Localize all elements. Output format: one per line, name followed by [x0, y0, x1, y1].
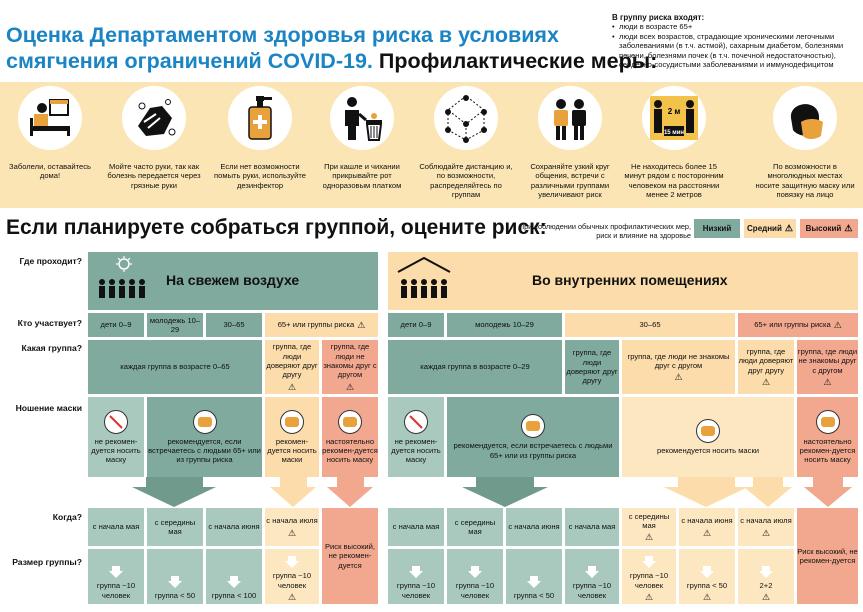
distance-time-icon	[646, 92, 702, 144]
mask-icon	[696, 419, 720, 443]
measure-sick-home: Заболели, оставайтесь дома!	[0, 86, 100, 181]
measure-cough: При кашле и чихании прикрывайте рот одноразовым платком	[312, 86, 412, 190]
measure-small-circle: Сохраняйте узкий круг общения, встречи с различными группами увеличивают риск	[520, 86, 620, 199]
outdoor-size-3: группа < 100	[206, 549, 262, 604]
outdoor-mask-recommended: рекомен-дуется носить маски	[265, 397, 319, 477]
row-label-size: Размер группы?	[12, 557, 82, 567]
indoor-title: Во внутренних помещениях	[532, 272, 728, 288]
outdoor-when-1: с начала мая	[88, 508, 144, 546]
measure-mask: По возможности в многолюдных местах носите защитную маску или повязку на лицо	[755, 86, 855, 199]
indoor-when-4: с начала мая	[565, 508, 619, 546]
face-mask-icon	[779, 92, 831, 144]
indoor-who-risk: 65+ или группы риска ⚠	[738, 313, 858, 337]
warning-icon: ⚠	[674, 372, 683, 383]
warning-icon: ⚠	[702, 527, 712, 538]
indoor-size-5: группа ~10 человек ⚠	[622, 549, 676, 604]
indoor-group-trusted-young: группа, где люди доверяют друг другу	[565, 340, 619, 394]
row-label-when: Когда?	[52, 512, 82, 522]
outdoor-when-3: с начала июня	[206, 508, 262, 546]
warning-icon: ⚠	[833, 319, 842, 330]
warning-icon: ⚠	[345, 381, 355, 392]
indoor-size-2: группа ~10 человек	[447, 549, 503, 604]
indoor-who-youth: молодежь 10–29	[447, 313, 562, 337]
mask-icon	[816, 410, 840, 434]
warning-icon: ⚠	[844, 223, 853, 233]
arrow-down-icon	[527, 576, 541, 588]
outdoor-who-youth: молодежь 10–29	[147, 313, 203, 337]
indoor-mask-strongly: настоятельно рекомен-дуется носить маску	[797, 397, 858, 477]
measure-distance-time: 2 м 15 мин Не находитесь более 15 минут рядом с посторонним человеком на расстоянии менее 2 метров	[624, 86, 724, 199]
outdoor-when-2: с середины мая	[147, 508, 203, 546]
outdoor-who-adults: 30–65	[206, 313, 262, 337]
indoor-when-6: с начала июня ⚠	[679, 508, 735, 546]
outdoor-size-2: группа < 50	[147, 549, 203, 604]
distance-network-icon	[438, 90, 494, 146]
indoor-who-kids: дети 0–9	[388, 313, 444, 337]
small-circle-icon	[544, 92, 596, 144]
arrow-down-icon	[759, 566, 773, 578]
page-title: Оценка Департаментом здоровья риска в условиях смягчения ограничений COVID-19. Профилактические меры:	[6, 23, 658, 73]
outdoor-who-risk: 65+ или группы риска ⚠	[265, 313, 378, 337]
indoor-when-2: с середины мая	[447, 508, 503, 546]
risk-group-list: • люди в возрасте 65+ • люди всех возрастов, страдающие хроническими легочными заболеваниями (в т.ч. астмой), сахарным диабетом, болезнями печени, болезнями почек (в т.ч. почечной недостаточностью), сердечно-сосудистыми заболеваниями и иммунодефицитом	[612, 22, 862, 70]
warning-icon: ⚠	[357, 319, 366, 330]
legend-medium: Средний ⚠	[744, 219, 796, 238]
arrow-down-icon	[109, 566, 123, 578]
risk-group-title: В группу риска входят:	[612, 13, 705, 22]
warning-icon: ⚠	[823, 376, 832, 387]
warning-icon: ⚠	[702, 592, 712, 602]
measure-wash-hands: Мойте часто руки, так как болезнь передается через грязные руки	[104, 86, 204, 190]
indoor-people-icon	[394, 256, 454, 306]
time-label: 15 мин	[663, 130, 685, 136]
outdoor-size-1: группа ~10 человек	[88, 549, 144, 604]
indoor-group-trusted-risk: группа, где люди доверяют друг другу ⚠	[738, 340, 794, 394]
outdoor-title: На свежем воздухе	[166, 272, 300, 288]
indoor-size-7: 2+2 ⚠	[738, 549, 794, 604]
measure-distance: Соблюдайте дистанцию и, по возможности, распределяйтесь по группам	[416, 86, 516, 199]
warning-icon: ⚠	[761, 592, 771, 602]
indoor-group-strangers-adults: группа, где люди не знакомы друг с другом ⚠	[622, 340, 735, 394]
row-label-who: Кто участвует?	[17, 318, 82, 328]
outdoor-group-trusted: группа, где люди доверяют друг другу ⚠	[265, 340, 319, 394]
warning-icon: ⚠	[644, 532, 654, 543]
indoor-when-1: с начала мая	[388, 508, 444, 546]
warning-icon: ⚠	[644, 592, 654, 602]
arrow-down-icon	[468, 566, 482, 578]
outdoor-mask-recommended-if: рекомендуется, если встречаетесь с людьми 65+ или из группы риска	[147, 397, 262, 477]
indoor-mask-recommended: рекомендуется носить маски	[622, 397, 794, 477]
indoor-when-3: с начала июня	[506, 508, 562, 546]
legend-low: Низкий	[694, 219, 740, 238]
outdoor-high-risk: Риск высокий, не рекомен-дуется	[322, 508, 378, 604]
indoor-high-risk: Риск высокий, не рекомен-дуется	[797, 508, 858, 604]
indoor-group-strangers-risk: группа, где люди не знакомы друг с другом ⚠	[797, 340, 858, 394]
outdoor-arrows	[88, 477, 378, 507]
indoor-size-6: группа < 50 ⚠	[679, 549, 735, 604]
legend-note: При соблюдении обычных профилактических мер, риск и влияние на здоровье	[518, 222, 691, 240]
arrow-down-icon	[168, 576, 182, 588]
mask-icon	[338, 410, 362, 434]
indoor-size-4: группа ~10 человек	[565, 549, 619, 604]
measure-sanitizer: Если нет возможности помыть руки, используйте дезинфектор	[210, 86, 310, 190]
outdoor-group-strangers: группа, где люди не знакомы друг с другом ⚠	[322, 340, 378, 394]
no-mask-icon	[404, 410, 428, 434]
indoor-size-3: группа < 50	[506, 549, 562, 604]
indoor-group-all: каждая группа в возрасте 0–29	[388, 340, 562, 394]
warning-icon: ⚠	[287, 381, 297, 392]
outdoor-mask-strongly: настоятельно рекомен-дуется носить маску	[322, 397, 378, 477]
warning-icon: ⚠	[287, 592, 297, 602]
mask-icon	[280, 410, 304, 434]
mask-icon	[193, 410, 217, 434]
no-mask-icon	[104, 410, 128, 434]
arrow-down-icon	[700, 566, 714, 578]
outdoor-size-4: группа ~10 человек ⚠	[265, 549, 319, 604]
warning-icon: ⚠	[784, 223, 793, 233]
row-label-masks: Ношение маски	[15, 403, 82, 413]
indoor-who-adults: 30–65	[565, 313, 735, 337]
outdoor-mask-kids: не рекомен-дуется носить маску	[88, 397, 144, 477]
indoor-when-5: с середины мая ⚠	[622, 508, 676, 546]
legend-high: Высокий ⚠	[800, 219, 858, 238]
outdoor-when-4: с начала июля ⚠	[265, 508, 319, 546]
warning-icon: ⚠	[761, 376, 771, 387]
sick-at-home-icon	[24, 92, 76, 144]
warning-icon: ⚠	[761, 527, 771, 538]
arrow-down-icon	[285, 556, 299, 568]
sanitizer-icon	[234, 92, 286, 144]
indoor-arrows	[388, 477, 858, 507]
section-title: Если планируете собраться группой, оцените риск:	[6, 216, 547, 239]
row-label-group: Какая группа?	[21, 343, 82, 353]
arrow-down-icon	[227, 576, 241, 588]
arrow-down-icon	[585, 566, 599, 578]
warning-icon: ⚠	[287, 527, 297, 538]
outdoor-group-all: каждая группа в возрасте 0–65	[88, 340, 262, 394]
indoor-when-7: с начала июля ⚠	[738, 508, 794, 546]
hand-washing-icon	[128, 92, 180, 144]
arrow-down-icon	[642, 556, 656, 568]
tissue-bin-icon	[336, 92, 388, 144]
distance-label: 2 м	[667, 107, 681, 116]
arrow-down-icon	[409, 566, 423, 578]
mask-icon	[521, 414, 545, 438]
indoor-size-1: группа ~10 человек	[388, 549, 444, 604]
outdoor-people-icon	[94, 256, 154, 306]
row-label-where: Где проходит?	[19, 256, 82, 266]
indoor-mask-recommended-if: рекомендуется, если встречаетесь с людьми 65+ или из группы риска	[447, 397, 619, 477]
indoor-mask-kids: не рекомен-дуется носить маску	[388, 397, 444, 477]
outdoor-who-kids: дети 0–9	[88, 313, 144, 337]
